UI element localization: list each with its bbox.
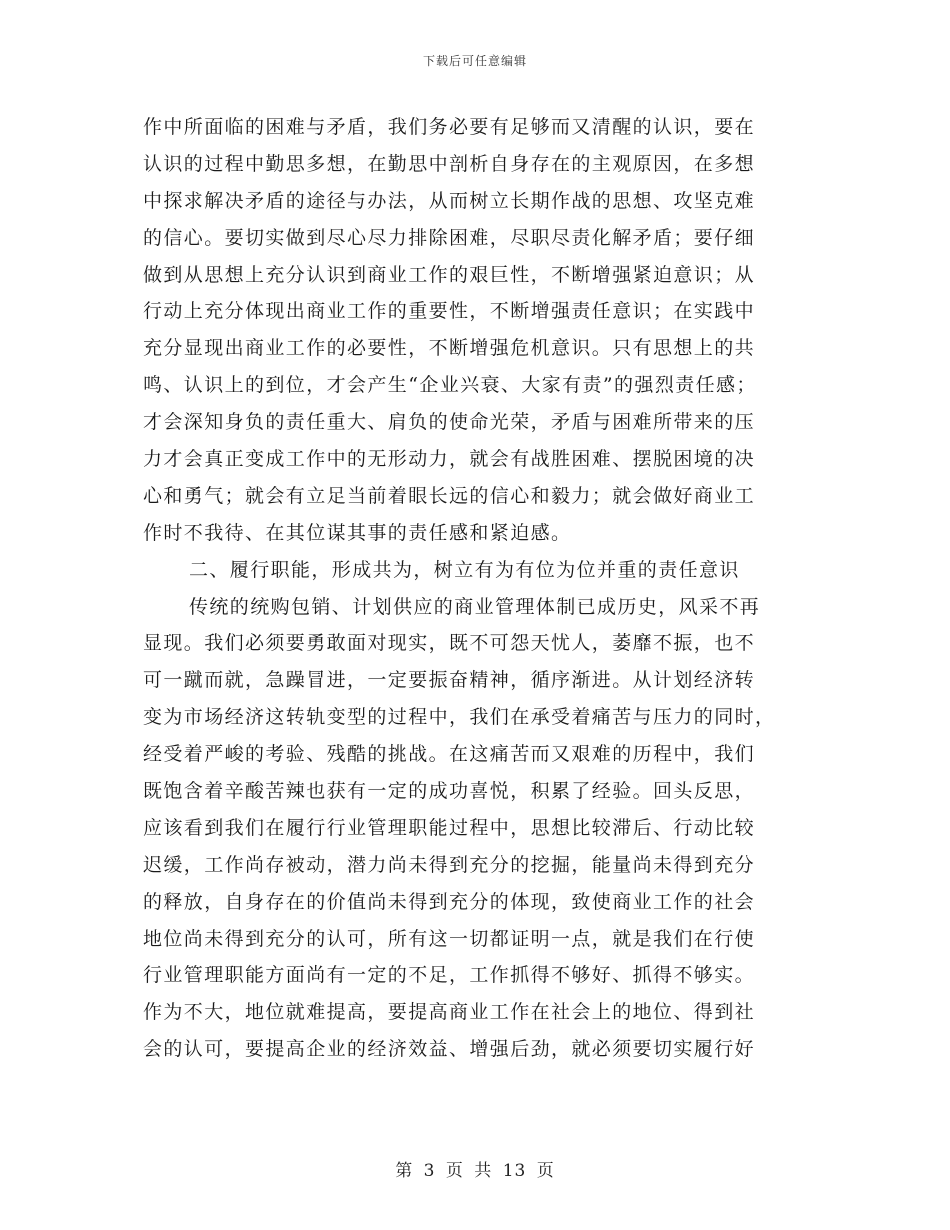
text-line: 才会深知身负的责任重大、肩负的使命光荣，矛盾与困难所带来的压 xyxy=(143,411,756,434)
text-line: 传统的统购包销、计划供应的商业管理体制已成历史，风采不再 xyxy=(189,595,761,618)
text-line: 迟缓，工作尚存被动，潜力尚未得到充分的挖掘，能量尚未得到充分 xyxy=(143,853,756,876)
text-line: 认识的过程中勤思多想，在勤思中剖析自身存在的主观原因，在多想 xyxy=(143,152,756,175)
text-line: 的释放，自身存在的价值尚未得到充分的体现，致使商业工作的社会 xyxy=(143,890,756,913)
text-line: 心和勇气；就会有立足当前着眼长远的信心和毅力；就会做好商业工 xyxy=(143,484,756,507)
page-number-footer: 第 3 页 共 13 页 xyxy=(395,1161,555,1181)
text-line: 行业管理职能方面尚有一定的不足，工作抓得不够好、抓得不够实。 xyxy=(143,964,756,987)
page-header: 下载后可任意编辑 xyxy=(422,54,527,68)
text-line: 经受着严峻的考验、残酷的挑战。在这痛苦而又艰难的历程中，我们 xyxy=(143,743,756,766)
text-line: 变为市场经济这转轨变型的过程中，我们在承受着痛苦与压力的同时， xyxy=(143,706,776,729)
text-line: 地位尚未得到充分的认可，所有这一切都证明一点，就是我们在行使 xyxy=(143,927,756,950)
text-line: 可一蹴而就，急躁冒进，一定要振奋精神，循序渐进。从计划经济转 xyxy=(143,669,756,692)
text-line: 充分显现出商业工作的必要性，不断增强危机意识。只有思想上的共 xyxy=(143,337,756,360)
text-line: 作为不大，地位就难提高，要提高商业工作在社会上的地位、得到社 xyxy=(143,1001,756,1024)
text-line: 会的认可，要提高企业的经济效益、增强后劲，就必须要切实履行好 xyxy=(143,1038,756,1061)
text-line: 应该看到我们在履行行业管理职能过程中，思想比较滞后、行动比较 xyxy=(143,816,756,839)
text-line: 显现。我们必须要勇敢面对现实，既不可怨天忧人，萎靡不振，也不 xyxy=(143,632,756,655)
text-line: 鸣、认识上的到位，才会产生“企业兴衰、大家有责”的强烈责任感； xyxy=(143,374,757,397)
document-body xyxy=(143,109,803,1068)
text-line: 行动上充分体现出商业工作的重要性，不断增强责任意识；在实践中 xyxy=(143,300,756,323)
text-line: 中探求解决矛盾的途径与办法，从而树立长期作战的思想、攻坚克难 xyxy=(143,189,756,212)
text-line: 的信心。要切实做到尽心尽力排除困难，尽职尽责化解矛盾；要仔细 xyxy=(143,226,756,249)
text-line: 力才会真正变成工作中的无形动力，就会有战胜困难、摆脱困境的决 xyxy=(143,448,756,471)
text-line: 作时不我待、在其位谋其事的责任感和紧迫感。 xyxy=(143,521,572,544)
text-line: 既饱含着辛酸苦辣也获有一定的成功喜悦，积累了经验。回头反思， xyxy=(143,780,756,803)
text-line: 做到从思想上充分认识到商业工作的艰巨性，不断增强紧迫意识；从 xyxy=(143,263,756,286)
section-heading: 二、履行职能，形成共为，树立有为有位为位并重的责任意识 xyxy=(189,558,740,581)
text-line: 作中所面临的困难与矛盾，我们务必要有足够而又清醒的认识，要在 xyxy=(143,116,756,138)
